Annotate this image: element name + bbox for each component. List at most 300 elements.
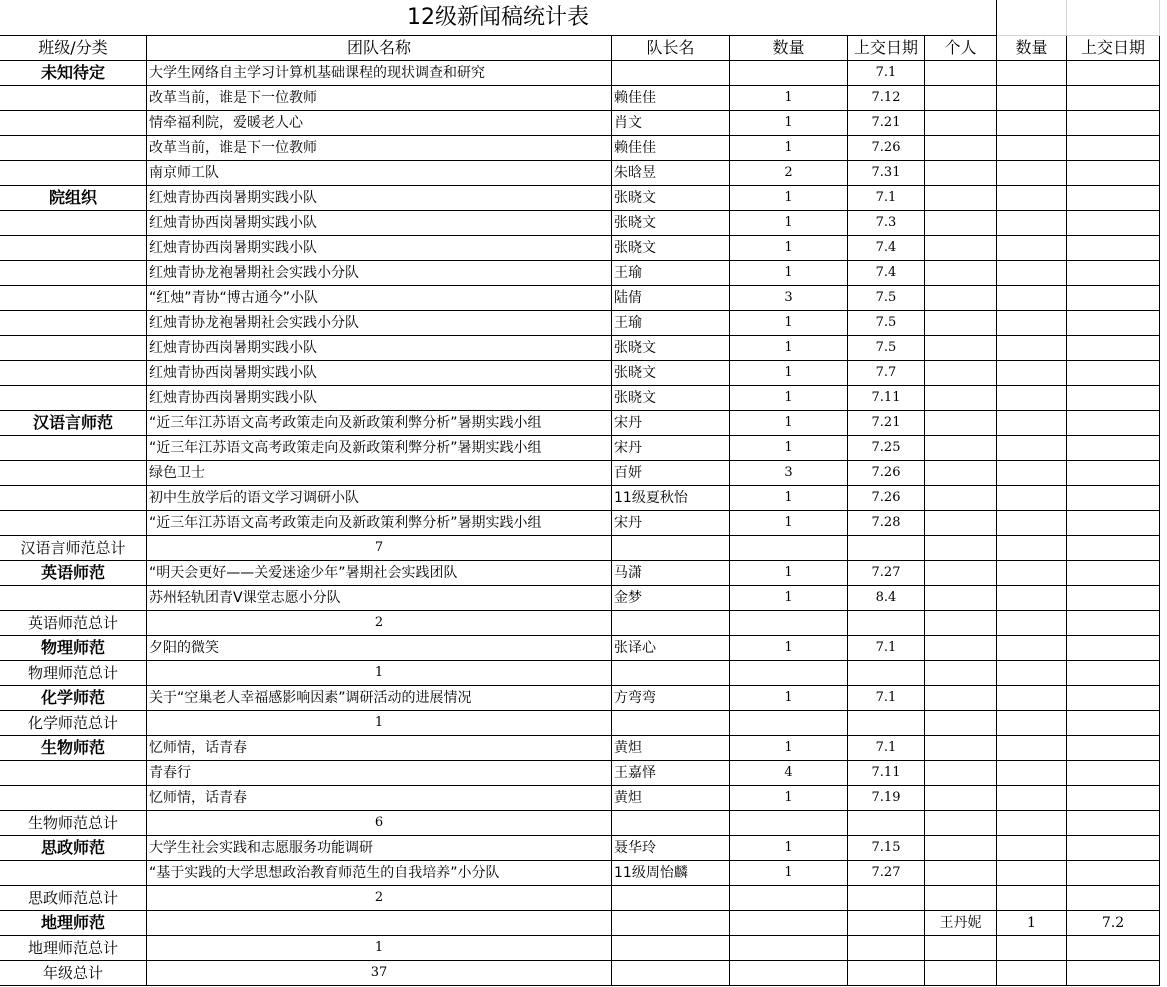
header-team: 团队名称 bbox=[147, 36, 612, 61]
team-leader: 方弯弯 bbox=[612, 686, 730, 711]
individual-date bbox=[1067, 836, 1160, 861]
individual-name bbox=[925, 236, 997, 261]
individual-date bbox=[1067, 361, 1160, 386]
empty-cell bbox=[612, 536, 730, 561]
article-count: 1 bbox=[730, 586, 848, 611]
team-leader: 张晓文 bbox=[612, 336, 730, 361]
empty-cell bbox=[612, 886, 730, 911]
individual-count bbox=[997, 211, 1067, 236]
subtotal-value: 7 bbox=[147, 536, 612, 561]
individual-date bbox=[1067, 761, 1160, 786]
class-category bbox=[0, 436, 147, 461]
team-leader: 11级周怡麟 bbox=[612, 861, 730, 886]
class-category bbox=[0, 386, 147, 411]
class-category: 英语师范 bbox=[0, 561, 147, 586]
empty-cell bbox=[1067, 661, 1160, 686]
individual-name bbox=[925, 361, 997, 386]
sheet-title: 12级新闻稿统计表 bbox=[0, 0, 997, 36]
team-leader: 赖佳佳 bbox=[612, 86, 730, 111]
empty-cell bbox=[1067, 886, 1160, 911]
submit-date bbox=[848, 911, 925, 936]
submit-date: 7.26 bbox=[848, 136, 925, 161]
team-leader: 张晓文 bbox=[612, 361, 730, 386]
class-category bbox=[0, 111, 147, 136]
team-name: “近三年江苏语文高考政策走向及新政策利弊分析”暑期实践小组 bbox=[147, 511, 612, 536]
empty-cell bbox=[997, 886, 1067, 911]
article-count: 1 bbox=[730, 411, 848, 436]
article-count: 1 bbox=[730, 261, 848, 286]
empty-cell bbox=[612, 811, 730, 836]
individual-count bbox=[997, 236, 1067, 261]
individual-count bbox=[997, 686, 1067, 711]
individual-date bbox=[1067, 586, 1160, 611]
individual-name bbox=[925, 861, 997, 886]
team-name: 青春行 bbox=[147, 761, 612, 786]
empty-cell bbox=[730, 661, 848, 686]
subtotal-label: 年级总计 bbox=[0, 961, 147, 986]
subtotal-label: 地理师范总计 bbox=[0, 936, 147, 961]
team-name: 绿色卫士 bbox=[147, 461, 612, 486]
team-leader bbox=[612, 61, 730, 86]
team-name: 苏州轻轨团青V课堂志愿小分队 bbox=[147, 586, 612, 611]
empty-cell bbox=[925, 811, 997, 836]
individual-count bbox=[997, 111, 1067, 136]
team-name: 初中生放学后的语文学习调研小队 bbox=[147, 486, 612, 511]
individual-count bbox=[997, 161, 1067, 186]
individual-date bbox=[1067, 636, 1160, 661]
empty-cell bbox=[730, 936, 848, 961]
individual-count bbox=[997, 761, 1067, 786]
team-leader: 11级夏秋怡 bbox=[612, 486, 730, 511]
individual-name bbox=[925, 836, 997, 861]
individual-date bbox=[1067, 136, 1160, 161]
empty-cell bbox=[848, 886, 925, 911]
individual-name bbox=[925, 211, 997, 236]
individual-count bbox=[997, 186, 1067, 211]
individual-name bbox=[925, 461, 997, 486]
empty-cell bbox=[612, 661, 730, 686]
submit-date: 7.3 bbox=[848, 211, 925, 236]
empty-cell bbox=[848, 536, 925, 561]
article-count bbox=[730, 911, 848, 936]
individual-date bbox=[1067, 161, 1160, 186]
class-category bbox=[0, 461, 147, 486]
individual-count bbox=[997, 61, 1067, 86]
header-individual-date: 上交日期 bbox=[1067, 36, 1160, 61]
article-count: 1 bbox=[730, 236, 848, 261]
class-category bbox=[0, 286, 147, 311]
class-category bbox=[0, 786, 147, 811]
team-leader: 王瑜 bbox=[612, 261, 730, 286]
individual-count bbox=[997, 286, 1067, 311]
class-category bbox=[0, 161, 147, 186]
individual-count bbox=[997, 336, 1067, 361]
submit-date: 7.1 bbox=[848, 61, 925, 86]
individual-count bbox=[997, 261, 1067, 286]
individual-name bbox=[925, 161, 997, 186]
class-category bbox=[0, 261, 147, 286]
article-count: 1 bbox=[730, 361, 848, 386]
individual-date bbox=[1067, 461, 1160, 486]
submit-date: 7.12 bbox=[848, 86, 925, 111]
individual-date bbox=[1067, 411, 1160, 436]
empty-cell bbox=[848, 936, 925, 961]
individual-name bbox=[925, 636, 997, 661]
article-count: 2 bbox=[730, 161, 848, 186]
subtotal-value: 1 bbox=[147, 936, 612, 961]
article-count: 1 bbox=[730, 86, 848, 111]
individual-name bbox=[925, 61, 997, 86]
submit-date: 7.15 bbox=[848, 836, 925, 861]
header-count: 数量 bbox=[730, 36, 848, 61]
empty-cell bbox=[612, 936, 730, 961]
class-category bbox=[0, 586, 147, 611]
submit-date: 7.19 bbox=[848, 786, 925, 811]
empty-cell bbox=[612, 611, 730, 636]
class-category bbox=[0, 86, 147, 111]
empty-cell bbox=[730, 611, 848, 636]
article-count: 1 bbox=[730, 511, 848, 536]
individual-name bbox=[925, 436, 997, 461]
empty-cell bbox=[730, 811, 848, 836]
empty-cell bbox=[730, 711, 848, 736]
class-category bbox=[0, 361, 147, 386]
individual-date bbox=[1067, 386, 1160, 411]
team-leader bbox=[612, 911, 730, 936]
team-name: 红烛青协西岗暑期实践小队 bbox=[147, 211, 612, 236]
empty-cell bbox=[997, 661, 1067, 686]
empty-cell bbox=[925, 536, 997, 561]
article-count: 1 bbox=[730, 211, 848, 236]
empty-cell bbox=[925, 936, 997, 961]
empty-cell bbox=[997, 936, 1067, 961]
submit-date: 7.25 bbox=[848, 436, 925, 461]
header-date: 上交日期 bbox=[848, 36, 925, 61]
team-leader: 金梦 bbox=[612, 586, 730, 611]
article-count: 1 bbox=[730, 736, 848, 761]
article-count: 1 bbox=[730, 561, 848, 586]
team-name: 大学生社会实践和志愿服务功能调研 bbox=[147, 836, 612, 861]
submit-date: 7.1 bbox=[848, 636, 925, 661]
empty-cell bbox=[925, 611, 997, 636]
submit-date: 7.4 bbox=[848, 236, 925, 261]
team-leader: 黄炟 bbox=[612, 736, 730, 761]
individual-name bbox=[925, 486, 997, 511]
submit-date: 7.27 bbox=[848, 861, 925, 886]
empty-cell bbox=[848, 711, 925, 736]
empty-cell bbox=[1067, 811, 1160, 836]
empty-cell bbox=[1067, 936, 1160, 961]
team-leader: 张晓文 bbox=[612, 236, 730, 261]
individual-name bbox=[925, 736, 997, 761]
individual-date bbox=[1067, 186, 1160, 211]
submit-date: 7.11 bbox=[848, 761, 925, 786]
team-name: 关于“空巢老人幸福感影响因素”调研活动的进展情况 bbox=[147, 686, 612, 711]
individual-count bbox=[997, 311, 1067, 336]
class-category bbox=[0, 236, 147, 261]
article-count: 1 bbox=[730, 686, 848, 711]
individual-name bbox=[925, 111, 997, 136]
empty-cell bbox=[997, 811, 1067, 836]
individual-name bbox=[925, 311, 997, 336]
individual-date bbox=[1067, 261, 1160, 286]
article-count: 3 bbox=[730, 461, 848, 486]
submit-date: 7.11 bbox=[848, 386, 925, 411]
team-leader: 黄炟 bbox=[612, 786, 730, 811]
individual-count bbox=[997, 486, 1067, 511]
submit-date: 7.28 bbox=[848, 511, 925, 536]
empty-cell bbox=[925, 886, 997, 911]
individual-count bbox=[997, 86, 1067, 111]
empty-cell bbox=[1067, 711, 1160, 736]
individual-count bbox=[997, 861, 1067, 886]
team-name: “明天会更好——关爱迷途少年”暑期社会实践团队 bbox=[147, 561, 612, 586]
article-count: 1 bbox=[730, 311, 848, 336]
individual-date bbox=[1067, 236, 1160, 261]
individual-name bbox=[925, 511, 997, 536]
team-name: 红烛青协西岗暑期实践小队 bbox=[147, 361, 612, 386]
team-name: 红烛青协西岗暑期实践小队 bbox=[147, 186, 612, 211]
team-name: 忆师情，话青春 bbox=[147, 786, 612, 811]
subtotal-value: 2 bbox=[147, 886, 612, 911]
individual-date bbox=[1067, 861, 1160, 886]
team-leader: 张晓文 bbox=[612, 186, 730, 211]
team-leader: 宋丹 bbox=[612, 511, 730, 536]
team-leader: 王瑜 bbox=[612, 311, 730, 336]
empty-cell bbox=[925, 711, 997, 736]
empty-cell bbox=[612, 961, 730, 986]
empty-cell bbox=[848, 961, 925, 986]
class-category: 地理师范 bbox=[0, 911, 147, 936]
submit-date: 7.4 bbox=[848, 261, 925, 286]
team-leader: 王嘉怿 bbox=[612, 761, 730, 786]
empty-cell bbox=[1067, 611, 1160, 636]
empty-cell bbox=[612, 711, 730, 736]
article-count: 1 bbox=[730, 436, 848, 461]
subtotal-label: 英语师范总计 bbox=[0, 611, 147, 636]
individual-date bbox=[1067, 61, 1160, 86]
individual-count: 1 bbox=[997, 911, 1067, 936]
header-individual: 个人 bbox=[925, 36, 997, 61]
submit-date: 8.4 bbox=[848, 586, 925, 611]
team-leader: 朱晗昱 bbox=[612, 161, 730, 186]
article-count: 1 bbox=[730, 861, 848, 886]
team-name: “红烛”青协“博古通今”小队 bbox=[147, 286, 612, 311]
individual-date bbox=[1067, 786, 1160, 811]
class-category bbox=[0, 861, 147, 886]
empty-cell bbox=[730, 536, 848, 561]
team-name: 夕阳的微笑 bbox=[147, 636, 612, 661]
individual-count bbox=[997, 511, 1067, 536]
article-count: 1 bbox=[730, 186, 848, 211]
team-name bbox=[147, 911, 612, 936]
team-name: “近三年江苏语文高考政策走向及新政策利弊分析”暑期实践小组 bbox=[147, 436, 612, 461]
team-name: 红烛青协西岗暑期实践小队 bbox=[147, 236, 612, 261]
team-leader: 张晓文 bbox=[612, 211, 730, 236]
individual-name bbox=[925, 386, 997, 411]
team-leader: 聂华玲 bbox=[612, 836, 730, 861]
class-category: 化学师范 bbox=[0, 686, 147, 711]
class-category bbox=[0, 336, 147, 361]
empty-cell bbox=[848, 661, 925, 686]
empty-cell bbox=[848, 811, 925, 836]
individual-count bbox=[997, 836, 1067, 861]
individual-count bbox=[997, 411, 1067, 436]
individual-name bbox=[925, 561, 997, 586]
individual-count bbox=[997, 636, 1067, 661]
individual-name bbox=[925, 761, 997, 786]
individual-name bbox=[925, 186, 997, 211]
empty-cell bbox=[1067, 961, 1160, 986]
article-count: 1 bbox=[730, 136, 848, 161]
team-name: “近三年江苏语文高考政策走向及新政策利弊分析”暑期实践小组 bbox=[147, 411, 612, 436]
team-name: 南京师工队 bbox=[147, 161, 612, 186]
submit-date: 7.5 bbox=[848, 336, 925, 361]
class-category bbox=[0, 761, 147, 786]
article-count: 1 bbox=[730, 786, 848, 811]
empty-cell bbox=[848, 611, 925, 636]
team-leader: 宋丹 bbox=[612, 436, 730, 461]
individual-name bbox=[925, 261, 997, 286]
individual-count bbox=[997, 461, 1067, 486]
team-leader: 马潇 bbox=[612, 561, 730, 586]
article-count bbox=[730, 61, 848, 86]
class-category bbox=[0, 511, 147, 536]
individual-date bbox=[1067, 561, 1160, 586]
team-name: 忆师情，话青春 bbox=[147, 736, 612, 761]
team-leader: 肖文 bbox=[612, 111, 730, 136]
article-count: 1 bbox=[730, 386, 848, 411]
individual-date bbox=[1067, 286, 1160, 311]
team-name: 改革当前，谁是下一位教师 bbox=[147, 136, 612, 161]
individual-date bbox=[1067, 736, 1160, 761]
class-category: 未知待定 bbox=[0, 61, 147, 86]
submit-date: 7.26 bbox=[848, 461, 925, 486]
individual-date: 7.2 bbox=[1067, 911, 1160, 936]
subtotal-label: 化学师范总计 bbox=[0, 711, 147, 736]
team-name: 改革当前，谁是下一位教师 bbox=[147, 86, 612, 111]
subtotal-value: 37 bbox=[147, 961, 612, 986]
submit-date: 7.1 bbox=[848, 686, 925, 711]
team-name: 红烛青协西岗暑期实践小队 bbox=[147, 336, 612, 361]
header-class: 班级/分类 bbox=[0, 36, 147, 61]
individual-date bbox=[1067, 311, 1160, 336]
subtotal-label: 物理师范总计 bbox=[0, 661, 147, 686]
empty-cell bbox=[730, 961, 848, 986]
individual-date bbox=[1067, 211, 1160, 236]
class-category: 物理师范 bbox=[0, 636, 147, 661]
individual-count bbox=[997, 736, 1067, 761]
individual-count bbox=[997, 786, 1067, 811]
subtotal-label: 思政师范总计 bbox=[0, 886, 147, 911]
individual-name bbox=[925, 411, 997, 436]
submit-date: 7.5 bbox=[848, 286, 925, 311]
submit-date: 7.21 bbox=[848, 411, 925, 436]
individual-date bbox=[1067, 436, 1160, 461]
header-individual-count: 数量 bbox=[997, 36, 1067, 61]
article-count: 1 bbox=[730, 336, 848, 361]
team-leader: 陆倩 bbox=[612, 286, 730, 311]
submit-date: 7.27 bbox=[848, 561, 925, 586]
empty-cell bbox=[925, 661, 997, 686]
individual-date bbox=[1067, 686, 1160, 711]
team-name: “基于实践的大学思想政治教育师范生的自我培养”小分队 bbox=[147, 861, 612, 886]
article-count: 3 bbox=[730, 286, 848, 311]
submit-date: 7.5 bbox=[848, 311, 925, 336]
individual-name bbox=[925, 336, 997, 361]
submit-date: 7.26 bbox=[848, 486, 925, 511]
empty-cell bbox=[997, 536, 1067, 561]
submit-date: 7.1 bbox=[848, 186, 925, 211]
class-category: 生物师范 bbox=[0, 736, 147, 761]
submit-date: 7.21 bbox=[848, 111, 925, 136]
subtotal-value: 2 bbox=[147, 611, 612, 636]
article-count: 1 bbox=[730, 836, 848, 861]
team-name: 红烛青协西岗暑期实践小队 bbox=[147, 386, 612, 411]
individual-name: 王丹妮 bbox=[925, 911, 997, 936]
class-category bbox=[0, 211, 147, 236]
individual-count bbox=[997, 361, 1067, 386]
class-category bbox=[0, 136, 147, 161]
team-leader: 张译心 bbox=[612, 636, 730, 661]
empty-cell bbox=[997, 961, 1067, 986]
individual-count bbox=[997, 561, 1067, 586]
individual-date bbox=[1067, 336, 1160, 361]
individual-name bbox=[925, 586, 997, 611]
team-name: 红烛青协龙袍暑期社会实践小分队 bbox=[147, 261, 612, 286]
class-category: 思政师范 bbox=[0, 836, 147, 861]
empty-cell bbox=[1067, 536, 1160, 561]
individual-name bbox=[925, 686, 997, 711]
individual-date bbox=[1067, 511, 1160, 536]
empty-cell bbox=[997, 611, 1067, 636]
empty-cell bbox=[730, 886, 848, 911]
empty-cell bbox=[997, 711, 1067, 736]
article-count: 1 bbox=[730, 636, 848, 661]
individual-count bbox=[997, 586, 1067, 611]
team-leader: 百妍 bbox=[612, 461, 730, 486]
submit-date: 7.31 bbox=[848, 161, 925, 186]
team-leader: 宋丹 bbox=[612, 411, 730, 436]
team-name: 大学生网络自主学习计算机基础课程的现状调查和研究 bbox=[147, 61, 612, 86]
individual-name bbox=[925, 86, 997, 111]
title-blank-cell bbox=[997, 0, 1067, 36]
class-category: 院组织 bbox=[0, 186, 147, 211]
class-category: 汉语言师范 bbox=[0, 411, 147, 436]
team-leader: 赖佳佳 bbox=[612, 136, 730, 161]
individual-date bbox=[1067, 111, 1160, 136]
article-count: 1 bbox=[730, 486, 848, 511]
individual-count bbox=[997, 436, 1067, 461]
class-category bbox=[0, 311, 147, 336]
individual-date bbox=[1067, 486, 1160, 511]
subtotal-value: 6 bbox=[147, 811, 612, 836]
individual-name bbox=[925, 286, 997, 311]
individual-name bbox=[925, 786, 997, 811]
individual-date bbox=[1067, 86, 1160, 111]
article-count: 4 bbox=[730, 761, 848, 786]
subtotal-value: 1 bbox=[147, 711, 612, 736]
individual-count bbox=[997, 136, 1067, 161]
individual-name bbox=[925, 136, 997, 161]
team-leader: 张晓文 bbox=[612, 386, 730, 411]
header-leader: 队长名 bbox=[612, 36, 730, 61]
subtotal-label: 生物师范总计 bbox=[0, 811, 147, 836]
individual-count bbox=[997, 386, 1067, 411]
subtotal-label: 汉语言师范总计 bbox=[0, 536, 147, 561]
team-name: 情牵福利院，爱暖老人心 bbox=[147, 111, 612, 136]
submit-date: 7.1 bbox=[848, 736, 925, 761]
